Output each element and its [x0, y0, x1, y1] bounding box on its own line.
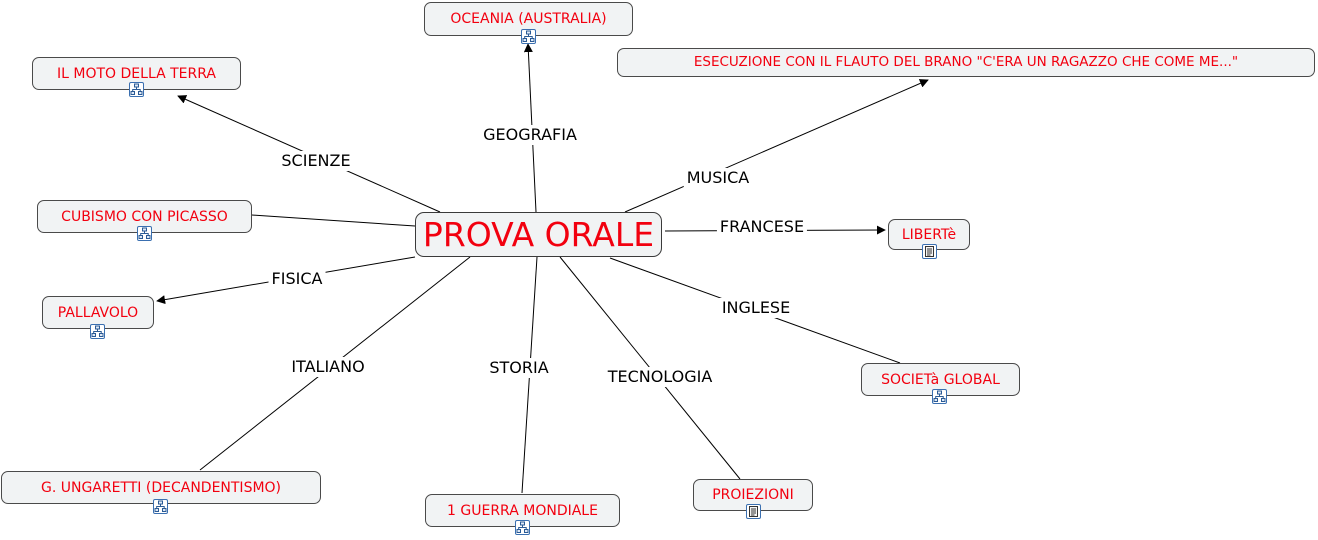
concept-map-icon[interactable] — [129, 82, 144, 97]
concept-map-icon[interactable] — [515, 520, 530, 535]
node-moto-terra[interactable]: IL MOTO DELLA TERRA — [32, 57, 241, 90]
node-flauto[interactable]: ESECUZIONE CON IL FLAUTO DEL BRANO "C'ERA UN RAGAZZO CHE COME ME..." — [617, 48, 1315, 77]
label-storia: STORIA — [486, 358, 551, 378]
label-tecnologia: TECNOLOGIA — [605, 367, 716, 387]
document-icon[interactable] — [922, 244, 937, 259]
label-italiano: ITALIANO — [288, 357, 367, 377]
node-pallavolo[interactable]: PALLAVOLO — [42, 296, 154, 329]
link-musica — [625, 80, 928, 212]
node-ungaretti[interactable]: G. UNGARETTI (DECANDENTISMO) — [1, 471, 321, 504]
node-oceania[interactable]: OCEANIA (AUSTRALIA) — [424, 2, 633, 36]
label-fisica: FISICA — [269, 269, 326, 289]
concept-map-icon[interactable] — [90, 324, 105, 339]
label-scienze: SCIENZE — [278, 151, 353, 171]
link-cubismo — [252, 215, 415, 226]
node-guerra[interactable]: 1 GUERRA MONDIALE — [425, 494, 620, 527]
concept-map-icon[interactable] — [521, 29, 536, 44]
label-geografia: GEOGRAFIA — [480, 125, 580, 145]
label-inglese: INGLESE — [719, 298, 793, 318]
central-node[interactable]: PROVA ORALE — [415, 212, 662, 257]
node-cubismo[interactable]: CUBISMO CON PICASSO — [37, 200, 252, 233]
label-musica: MUSICA — [684, 168, 753, 188]
document-icon[interactable] — [746, 504, 761, 519]
label-francese: FRANCESE — [717, 217, 807, 237]
node-societa[interactable]: SOCIETà GLOBAL — [861, 363, 1020, 396]
node-liberte[interactable]: LIBERTè — [888, 219, 970, 250]
node-proiezioni[interactable]: PROIEZIONI — [693, 479, 813, 511]
concept-map-icon[interactable] — [932, 389, 947, 404]
concept-map-icon[interactable] — [137, 226, 152, 241]
concept-map-icon[interactable] — [153, 499, 168, 514]
